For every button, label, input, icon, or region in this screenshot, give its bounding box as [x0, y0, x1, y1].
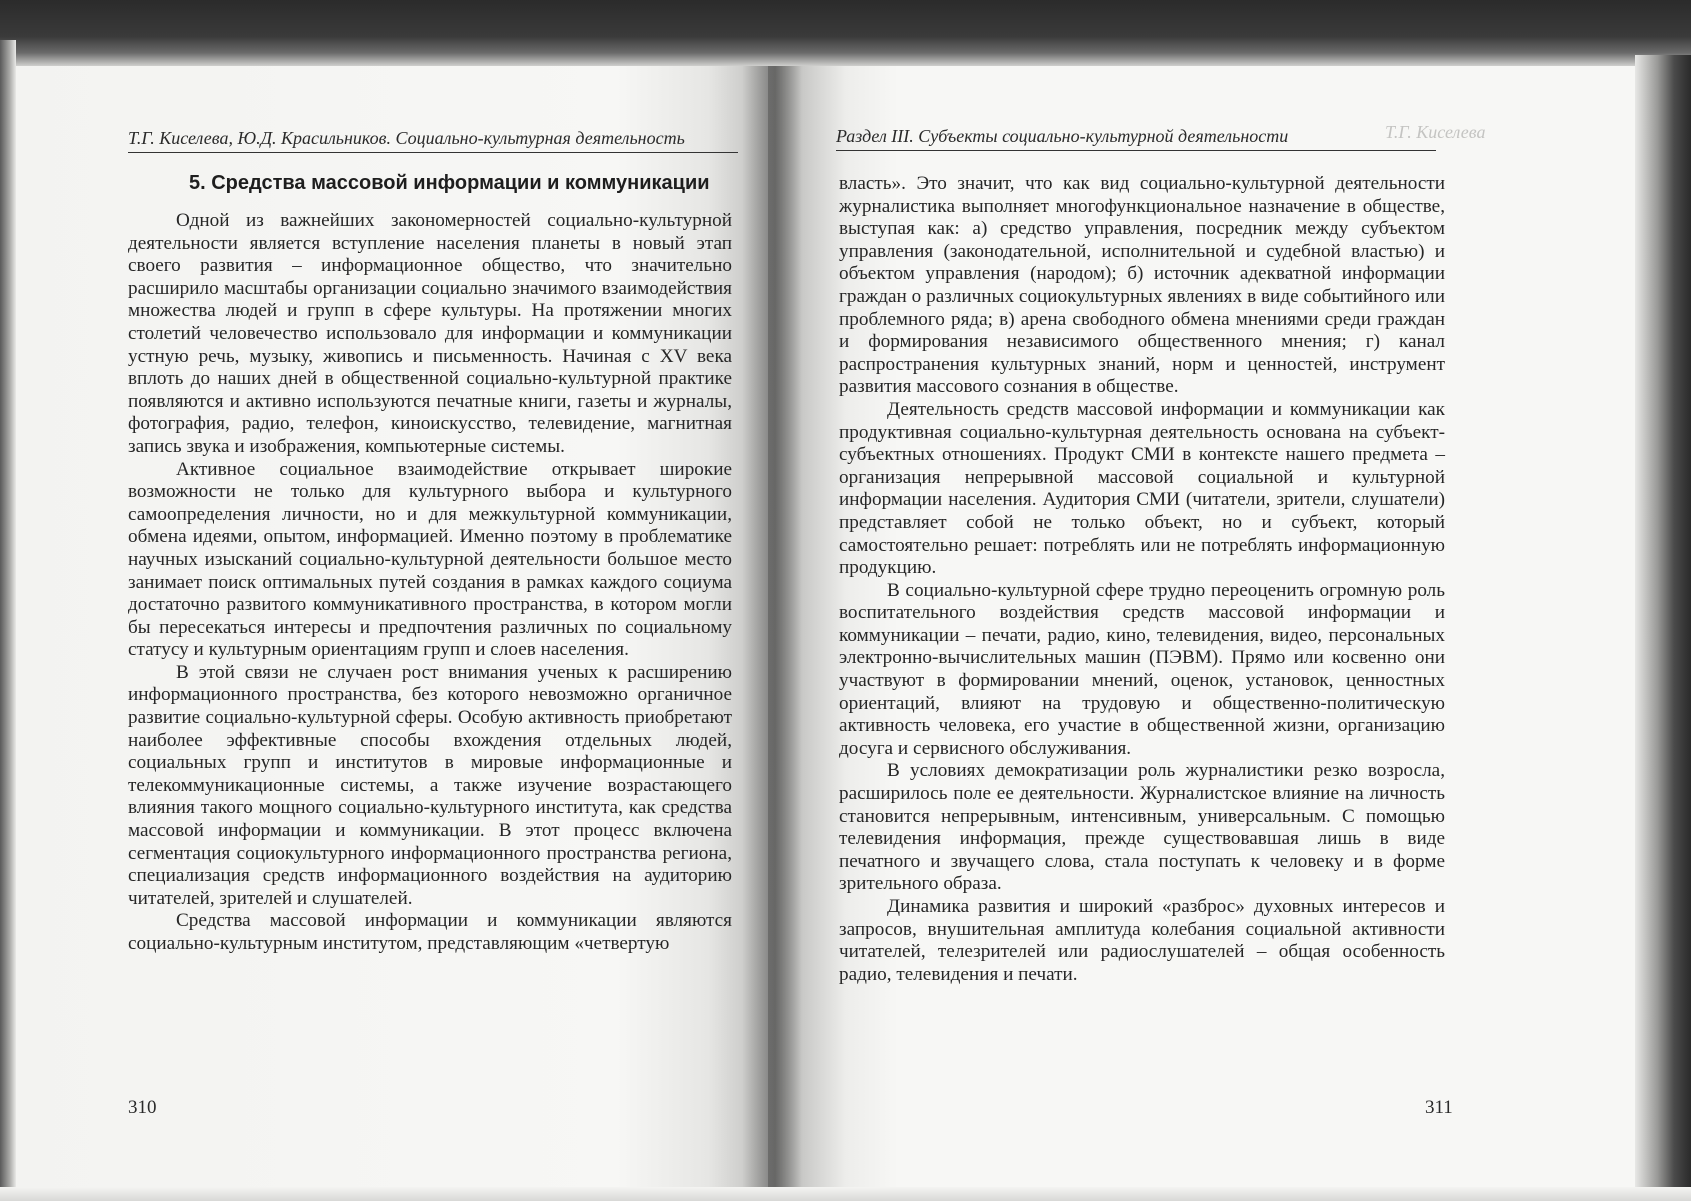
left-paragraph-2: Активное социальное взаимодействие открывает широкие возможности не только для культурного выбора и культурного самоопределения личности, но и для межкультурной коммуникации, обмена идеями, опытом, информацией. Именно поэтому в проблематике научных изысканий социально-культурной деятельности большое место занимает поиск оптимальных путей создания в рамках каждого социума достаточно развитого коммуникативного пространства, в котором могли бы пересекаться интересы и предпочтения различных по социальному статусу и культурным ориентациям групп и слоев населения. — [128, 458, 732, 661]
page-stack-right-edge — [1635, 55, 1691, 1201]
scanner-left-edge — [0, 40, 16, 1201]
right-paragraph-2: Деятельность средств массовой информации и коммуникации как продуктивная социально-культурная деятельность основана на субъект-субъектных отношениях. Продукт СМИ в контексте нашего предмета – организация непрерывной массовой социальной и культурной информации населения. Аудитория СМИ (читатели, зрители, слушатели) представляет собой не только объект, но и субъект, который самостоятельно решает: потреблять или не потреблять информационную продукцию. — [839, 398, 1445, 579]
right-paragraph-1: власть». Это значит, что как вид социально-культурной деятельности журналистика выполняет многофункциональное назначение в обществе, выступая как: а) средство управления, посредник между субъектом управления (законодательной, исполнительной и судебной властью) и объектом управления (народом); б) источник адекватной информации граждан о различных социокультурных явлениях в виде событийного или проблемного ряда; в) арена свободного обмена мнениями среди граждан и формирования независимого общественного мнения; г) канал распространения культурных знаний, норм и ценностей, инструмент развития массового сознания в обществе. — [839, 173, 1445, 398]
scanner-bottom-edge — [0, 1187, 1691, 1201]
left-paragraph-3: В этой связи не случаен рост внимания ученых к расширению информационного пространства, без которого невозможно органичное развитие социально-культурной сферы. Особую активность приобретают наиболее эффективные способы вхождения отдельных людей, социальных групп и институтов в мировые информационные и телекоммуникационные системы, а также изучение возрастающего влияния такого мощного социально-культурного института, как средства массовой информации и коммуникации. В этот процесс включена сегментация социокультурного информационного пространства региона, специализация средств информационного воздействия на аудиторию читателей, зрителей и слушателей. — [128, 661, 732, 909]
right-paragraph-3: В социально-культурной сфере трудно переоценить огромную роль воспитательного воздействия средств массовой информации и коммуникации – печати, радио, кино, телевидения, видео, персональных электронно-вычислительных машин (ПЭВМ). Прямо или косвенно они участвуют в формировании мнений, оценок, установок, ценностных ориентаций, влияют на трудовую и общественно-политическую активность человека, его участие в общественной жизни, организацию досуга и сервисного обслуживания. — [839, 579, 1445, 759]
right-paragraph-4: В условиях демократизации роль журналистики резко возросла, расширилось поле ее деятельности. Журналистское влияние на личность становится непрерывным, интенсивным, универсальным. С помощью телевидения информация, прежде существовавшая лишь в виде печатного и звучащего слова, стала поступать к человеку и в форме зрительного образа. — [839, 760, 1445, 895]
left-running-head: Т.Г. Киселева, Ю.Д. Красильников. Социально-культурная деятельность — [128, 128, 738, 153]
scanner-top-shadow — [0, 0, 1691, 66]
left-paragraph-4: Средства массовой информации и коммуникации являются социально-культурным институтом, представляющим «четвертую — [128, 910, 732, 954]
book-gutter-shadow — [742, 66, 802, 1187]
right-page-number: 311 — [1425, 1097, 1453, 1118]
left-text-column — [128, 210, 732, 956]
faded-bleedthrough-head: Т.Г. Киселева — [1385, 122, 1486, 142]
left-page-number: 310 — [128, 1097, 157, 1118]
section-title: 5. Средства массовой информации и коммуникации — [189, 172, 710, 194]
left-paragraph-1: Одной из важнейших закономерностей социально-культурной деятельности является вступление населения планеты в новый этап своего развития – информационное общество, что значительно расширило масштабы организации социально значимого взаимодействия множества людей и групп в сфере культуры. На протяжении многих столетий человечество использовало для информации и коммуникации устную речь, музыку, живопись и письменность. Начиная с XV века вплоть до наших дней в общественной социально-культурной практике появляются и активно используются печатные книги, газеты и журналы, фотография, радио, телефон, киноискусство, телевидение, магнитная запись звука и изображения, компьютерные системы. — [128, 210, 732, 457]
right-paragraph-5: Динамика развития и широкий «разброс» духовных интересов и запросов, внушительная амплитуда колебания социальной активности читателей, телезрителей или радиослушателей – общая особенность радио, телевидения и печати. — [839, 896, 1445, 985]
right-running-head: Раздел III. Субъекты социально-культурной деятельности — [836, 126, 1436, 151]
right-text-column — [839, 173, 1445, 986]
